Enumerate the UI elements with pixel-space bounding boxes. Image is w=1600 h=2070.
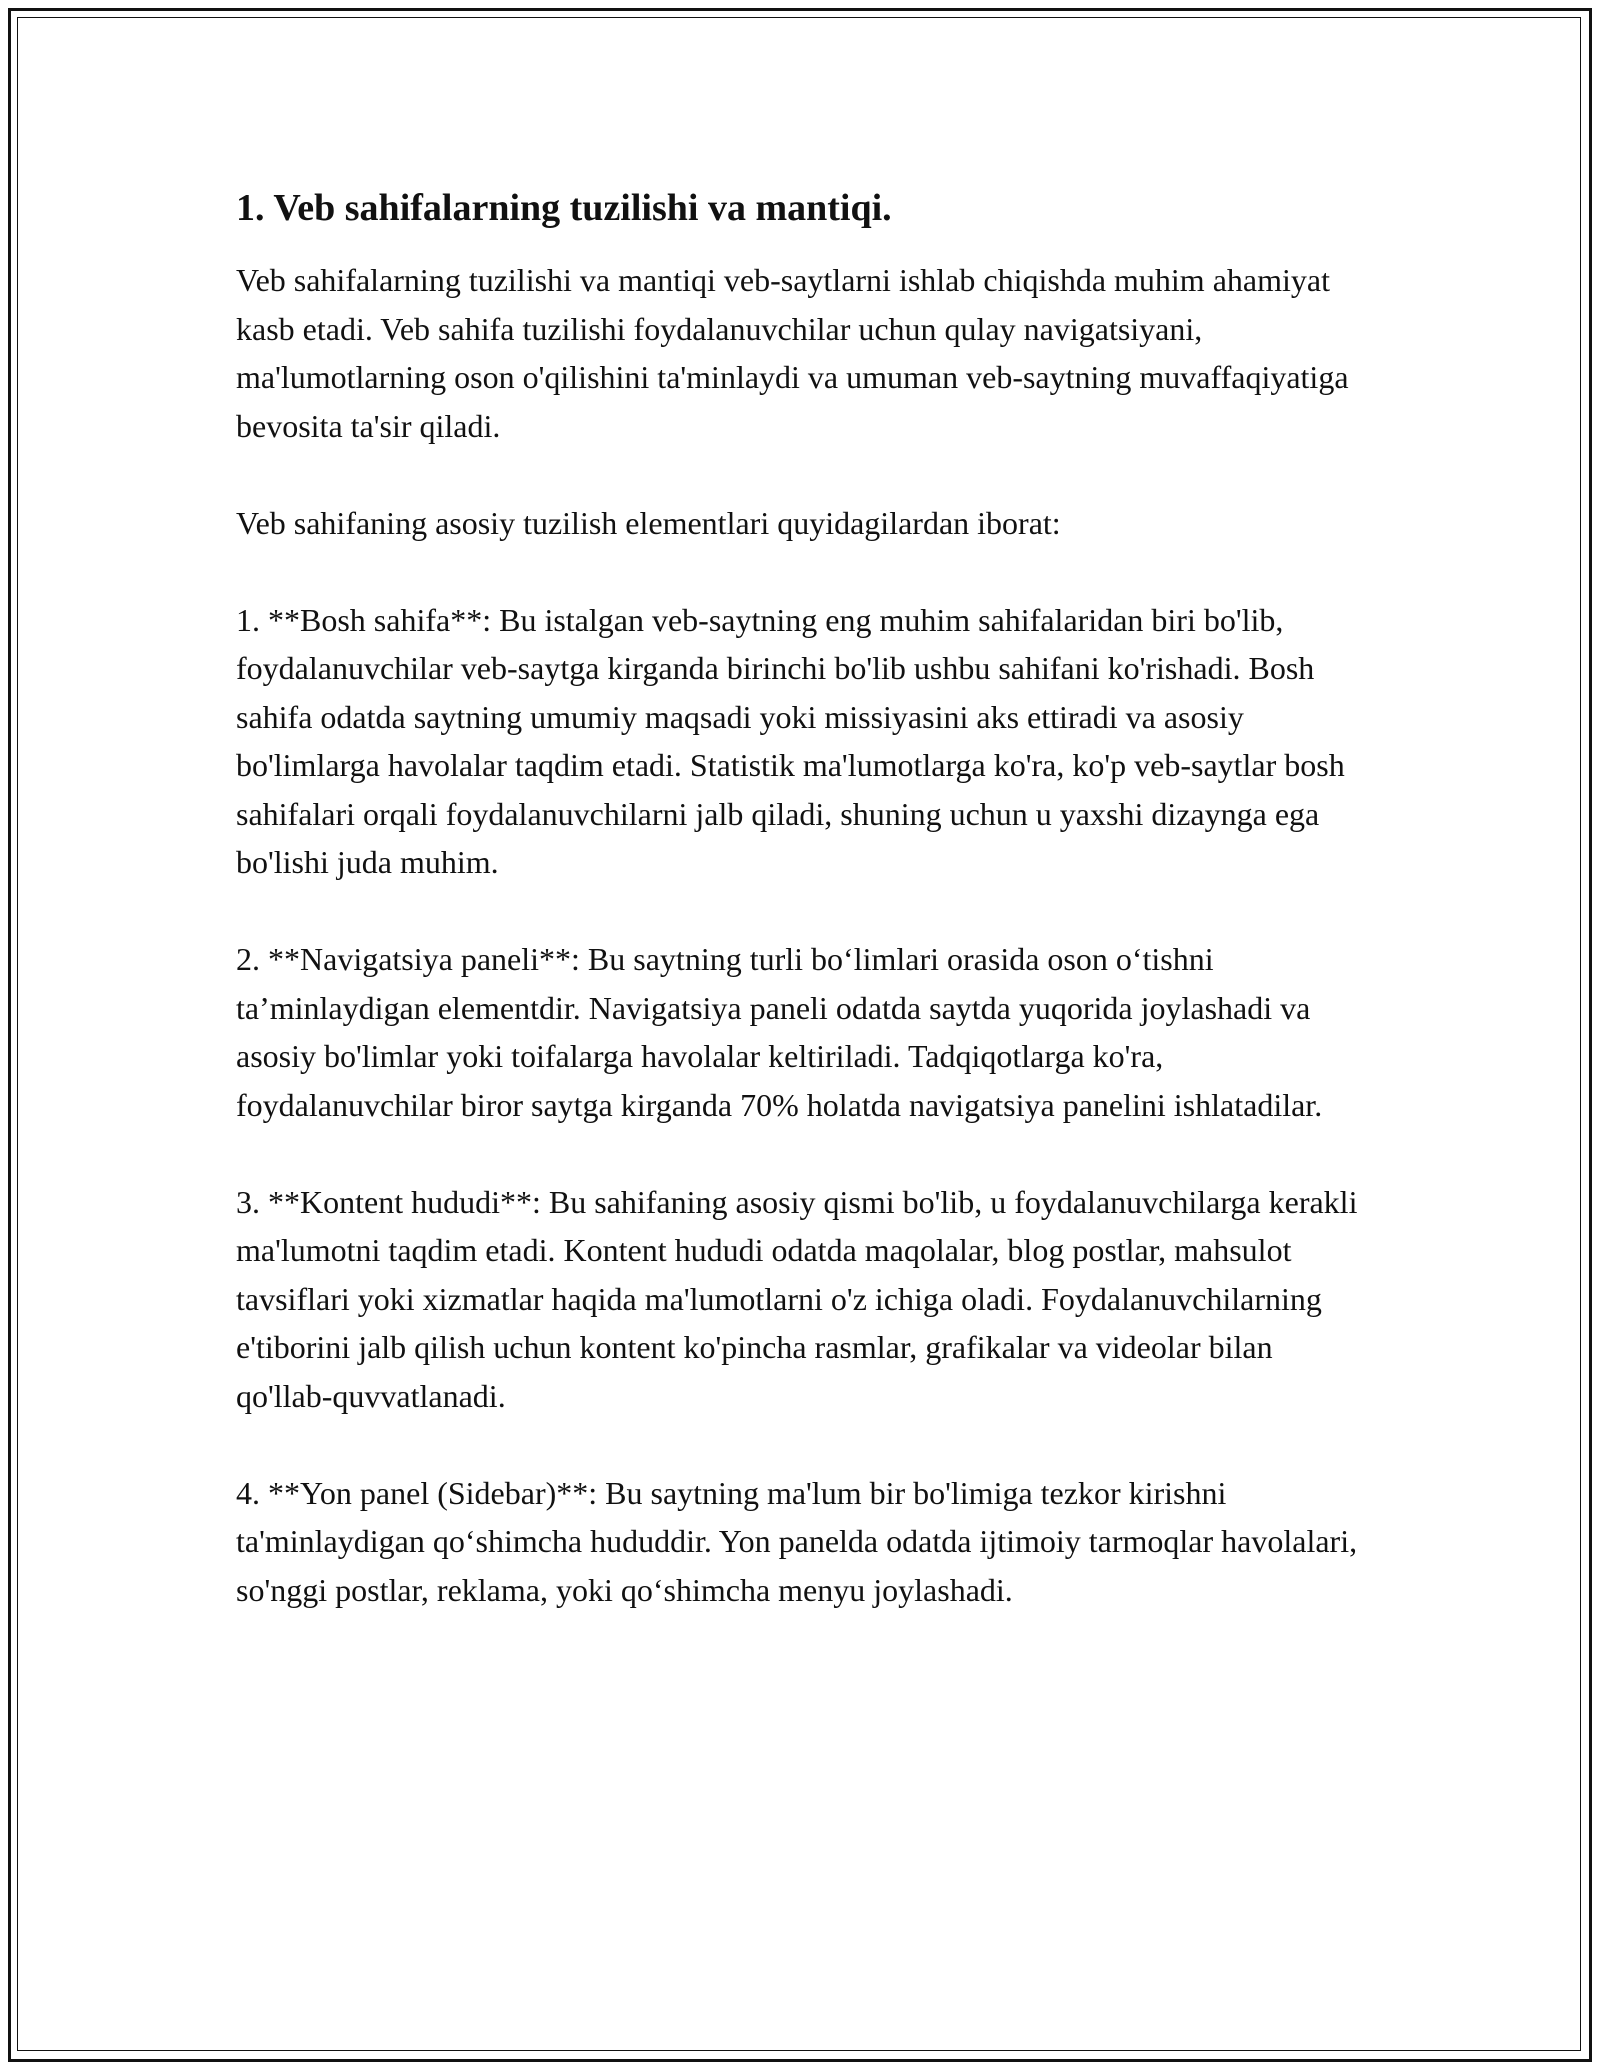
elements-lead-paragraph: Veb sahifaning asosiy tuzilish elementlari quyidagilardan iborat: [236,504,1061,541]
list-item-bosh-sahifa: 1. **Bosh sahifa**: Bu istalgan veb-saytning eng muhim sahifalaridan biri bo'lib, foydalanuvchilar veb-saytga kirganda birinchi bo'lib ushbu sahifani ko'rishadi. Bosh sahifa odatda saytning umumiy maqsadi yoki missiyasini aks ettiradi va asosiy bo'limlarga havolalar taqdim etadi. Statistik ma'lumotlarga ko'ra, ko'p veb-saytlar bosh sahifalari orqali foydalanuvchilarni jalb qiladi, shuning uchun u yaxshi dizaynga ega bo'lishi juda muhim. [236,601,1345,880]
list-item-yon-panel: 4. **Yon panel (Sidebar)**: Bu saytning ma'lum bir bo'limiga tezkor kirishni ta'minlaydigan qo‘shimcha hududdir. Yon panelda odatda ijtimoiy tarmoqlar havolalari, so'nggi postlar, reklama, yoki qo‘shimcha menyu joylashadi. [236,1474,1358,1608]
document-title: 1. Veb sahifalarning tuzilishi va mantiqi. [236,187,892,229]
list-item-kontent-hududi: 3. **Kontent hududi**: Bu sahifaning asosiy qismi bo'lib, u foydalanuvchilarga kerakli ma'lumotni taqdim etadi. Kontent hududi odatda maqolalar, blog postlar, mahsulot tavsiflari yoki xizmatlar haqida ma'lumotlarni o'z ichiga oladi. Foydalanuvchilarning e'tiborini jalb qilish uchun kontent ko'pincha rasmlar, grafikalar va videolar bilan qo'llab-quvvatlanadi. [236,1183,1358,1414]
list-item-navigatsiya-paneli: 2. **Navigatsiya paneli**: Bu saytning turli bo‘limlari orasida oson o‘tishni ta’minlaydigan elementdir. Navigatsiya paneli odatda saytda yuqorida joylashadi va asosiy bo'limlar yoki toifalarga havolalar keltiriladi. Tadqiqotlarga ko'ra, foydalanuvchilar biror saytga kirganda 70% holatda navigatsiya panelini ishlatadilar. [236,941,1323,1123]
document-body [236,184,1360,1614]
intro-paragraph: Veb sahifalarning tuzilishi va mantiqi veb-saytlarni ishlab chiqishda muhim ahamiyat kasb etadi. Veb sahifa tuzilishi foydalanuvchilar uchun qulay navigatsiyani, ma'lumotlarning oson o'qilishini ta'minlaydi va umuman veb-saytning muvaffaqiyatiga bevosita ta'sir qiladi. [236,262,1349,444]
